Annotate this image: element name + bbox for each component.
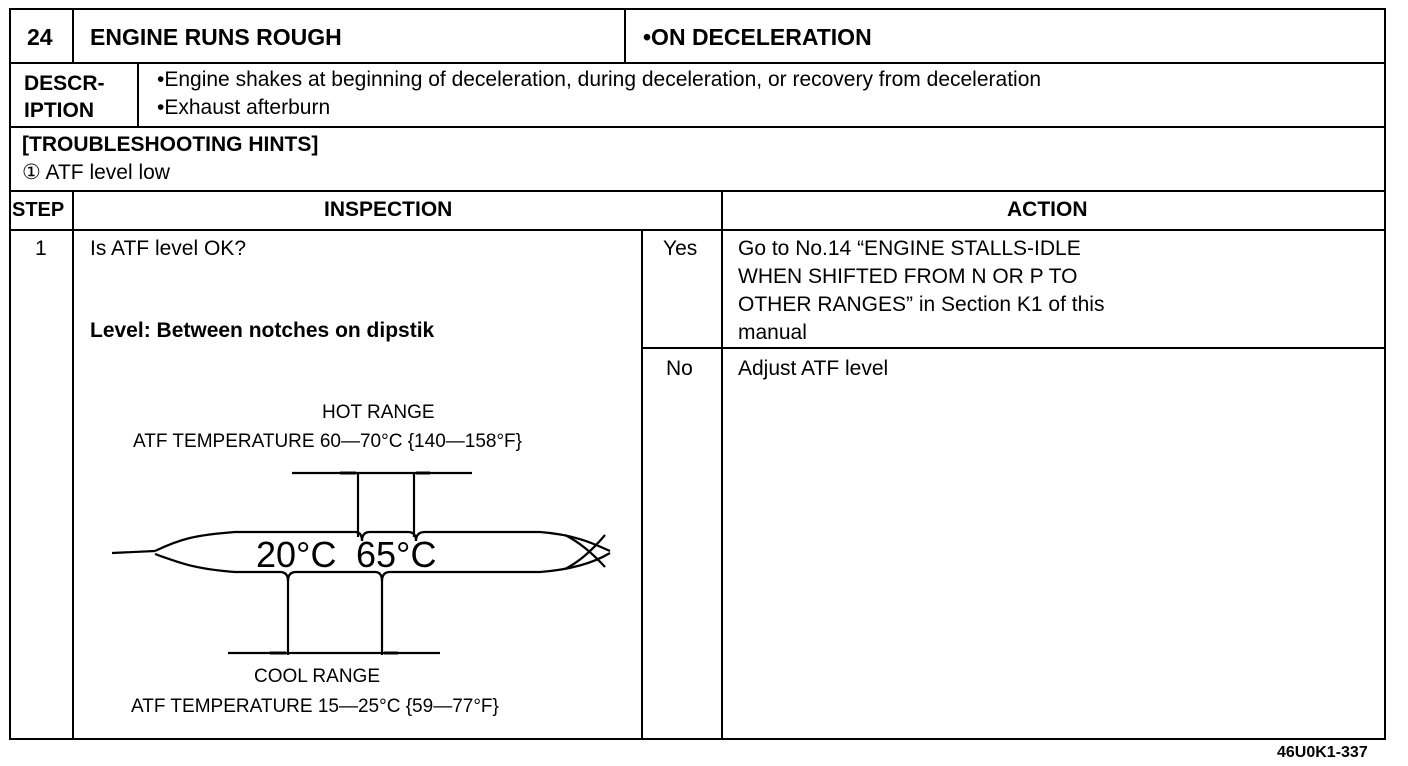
- action-yes: Go to No.14 “ENGINE STALLS-IDLE WHEN SHIFTED FROM N OR P TO OTHER RANGES” in Section K1 of this manual: [738, 237, 1105, 344]
- description-item: •Exhaust afterburn: [157, 96, 331, 119]
- description-item: •Engine shakes at beginning of deceleration, during deceleration, or recovery from deceleration: [157, 68, 1042, 91]
- symptom-number: 24: [27, 24, 53, 50]
- answer-yes: Yes: [663, 237, 698, 260]
- hot-range-temperature: ATF TEMPERATURE 60—70°C {140—158°F}: [133, 431, 523, 452]
- answer-no: No: [666, 357, 693, 380]
- step-number: 1: [35, 237, 47, 260]
- hint-item: ① ATF level low: [22, 161, 170, 184]
- inspection-spec: Level: Between notches on dipstik: [90, 319, 435, 342]
- cool-range-label: COOL RANGE: [254, 666, 380, 687]
- column-header-inspection: INSPECTION: [324, 198, 453, 221]
- inspection-question: Is ATF level OK?: [90, 237, 246, 260]
- column-header-step: STEP: [12, 199, 65, 221]
- symptom-title: ENGINE RUNS ROUGH: [90, 24, 342, 50]
- hints-title: [TROUBLESHOOTING HINTS]: [22, 133, 319, 156]
- hot-range-label: HOT RANGE: [322, 402, 435, 423]
- cool-range-temperature: ATF TEMPERATURE 15—25°C {59—77°F}: [131, 696, 499, 717]
- column-header-action: ACTION: [1007, 198, 1088, 221]
- action-no: Adjust ATF level: [738, 357, 889, 380]
- figure-code: 46U0K1-337: [1277, 744, 1368, 761]
- dipstick-mark-65c: 65°C: [356, 534, 437, 575]
- description-label: DESCR- IPTION: [24, 72, 105, 122]
- dipstick-mark-20c: 20°C: [256, 534, 337, 575]
- symptom-condition: •ON DECELERATION: [643, 24, 872, 50]
